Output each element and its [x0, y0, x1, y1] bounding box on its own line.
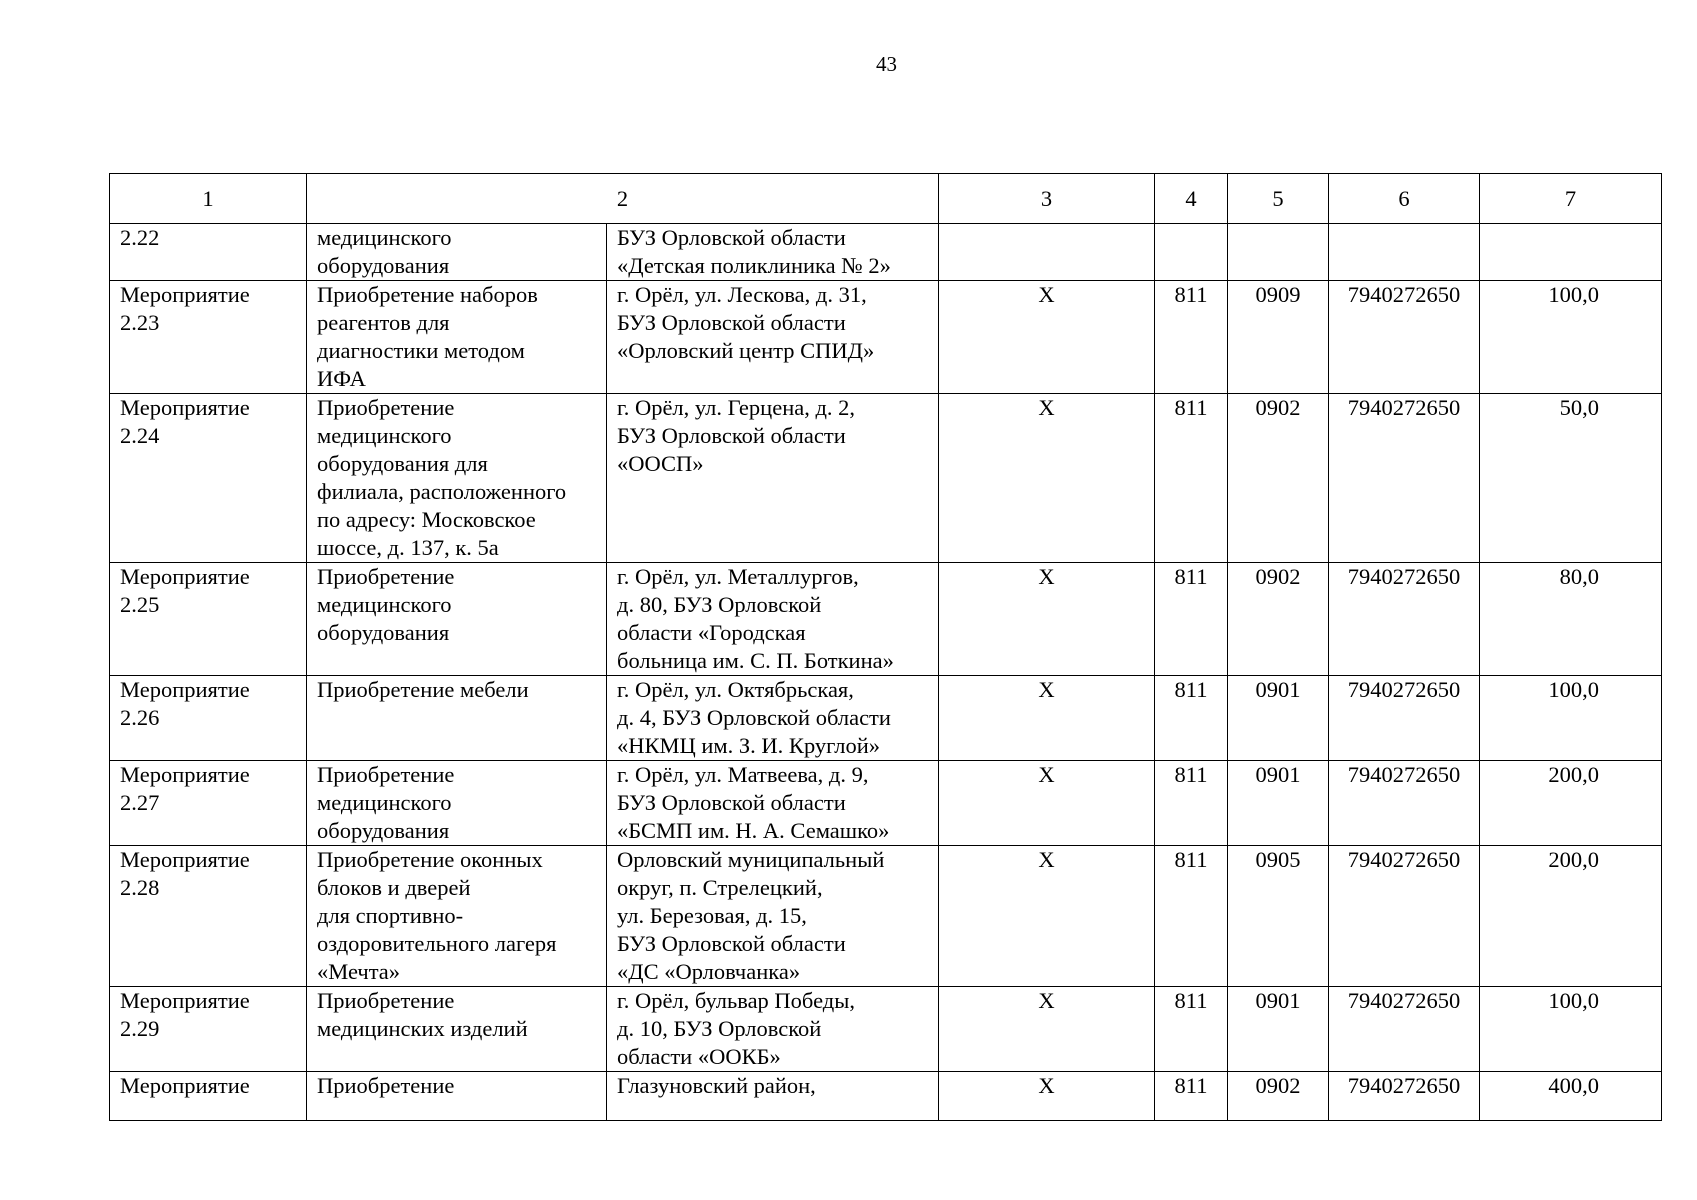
cell-col-4: 811 [1155, 761, 1228, 846]
cell-col-5: 0901 [1228, 761, 1329, 846]
activity-name: Приобретение оконных блоков и дверей для спортивно- оздоровительного лагеря «Мечта» [307, 846, 607, 987]
cell-col-5: 0909 [1228, 281, 1329, 394]
activity-location: г. Орёл, ул. Герцена, д. 2, БУЗ Орловской области «ООСП» [607, 394, 939, 563]
activity-location: г. Орёл, бульвар Победы, д. 10, БУЗ Орловской области «ООКБ» [607, 987, 939, 1072]
header-col-7: 7 [1480, 174, 1662, 224]
cell-col-4: 811 [1155, 676, 1228, 761]
cell-col-4 [1155, 224, 1228, 281]
activity-location: БУЗ Орловской области «Детская поликлиника № 2» [607, 224, 939, 281]
cell-col-6: 7940272650 [1329, 676, 1480, 761]
table-row [110, 394, 1662, 563]
cell-col-7: 100,0 [1480, 281, 1662, 394]
cell-col-5: 0901 [1228, 987, 1329, 1072]
activity-name: Приобретение медицинского оборудования [307, 563, 607, 676]
cell-col-4: 811 [1155, 846, 1228, 987]
cell-col-6: 7940272650 [1329, 987, 1480, 1072]
cell-col-7: 100,0 [1480, 676, 1662, 761]
activity-location: г. Орёл, ул. Металлургов, д. 80, БУЗ Орловской области «Городская больница им. С. П. Боткина» [607, 563, 939, 676]
activity-name: Приобретение наборов реагентов для диагностики методом ИФА [307, 281, 607, 394]
cell-col-4: 811 [1155, 1072, 1228, 1121]
cell-col-3 [939, 224, 1155, 281]
header-col-4: 4 [1155, 174, 1228, 224]
cell-col-7: 200,0 [1480, 846, 1662, 987]
activity-number: Мероприятие 2.26 [110, 676, 307, 761]
cell-col-4: 811 [1155, 394, 1228, 563]
activity-number: Мероприятие 2.27 [110, 761, 307, 846]
cell-col-3: X [939, 846, 1155, 987]
activity-number: Мероприятие 2.23 [110, 281, 307, 394]
activity-location: г. Орёл, ул. Матвеева, д. 9, БУЗ Орловской области «БСМП им. Н. А. Семашко» [607, 761, 939, 846]
activity-name: Приобретение [307, 1072, 607, 1121]
cell-col-6: 7940272650 [1329, 394, 1480, 563]
activity-location: г. Орёл, ул. Лескова, д. 31, БУЗ Орловской области «Орловский центр СПИД» [607, 281, 939, 394]
header-col-5: 5 [1228, 174, 1329, 224]
cell-col-6: 7940272650 [1329, 761, 1480, 846]
cell-col-3: X [939, 1072, 1155, 1121]
activity-name: Приобретение медицинского оборудования для филиала, расположенного по адресу: Московское шоссе, д. 137, к. 5а [307, 394, 607, 563]
cell-col-3: X [939, 676, 1155, 761]
activity-number: Мероприятие 2.28 [110, 846, 307, 987]
cell-col-3: X [939, 987, 1155, 1072]
header-col-2: 2 [307, 174, 939, 224]
activity-location: Орловский муниципальный округ, п. Стрелецкий, ул. Березовая, д. 15, БУЗ Орловской области «ДС «Орловчанка» [607, 846, 939, 987]
budget-table [109, 173, 1662, 1121]
activity-number: 2.22 [110, 224, 307, 281]
cell-col-6: 7940272650 [1329, 563, 1480, 676]
cell-col-3: X [939, 563, 1155, 676]
table-row [110, 761, 1662, 846]
activity-name: Приобретение медицинских изделий [307, 987, 607, 1072]
activity-name: медицинского оборудования [307, 224, 607, 281]
activity-number: Мероприятие 2.25 [110, 563, 307, 676]
table-row [110, 676, 1662, 761]
table-row [110, 987, 1662, 1072]
cell-col-7: 80,0 [1480, 563, 1662, 676]
cell-col-3: X [939, 394, 1155, 563]
cell-col-5: 0901 [1228, 676, 1329, 761]
page-number: 43 [876, 52, 897, 76]
cell-col-4: 811 [1155, 987, 1228, 1072]
cell-col-7: 50,0 [1480, 394, 1662, 563]
table-row [110, 563, 1662, 676]
cell-col-3: X [939, 281, 1155, 394]
cell-col-4: 811 [1155, 281, 1228, 394]
activity-number: Мероприятие [110, 1072, 307, 1121]
activity-name: Приобретение медицинского оборудования [307, 761, 607, 846]
cell-col-5: 0902 [1228, 563, 1329, 676]
cell-col-7: 100,0 [1480, 987, 1662, 1072]
cell-col-6: 7940272650 [1329, 846, 1480, 987]
table-row [110, 281, 1662, 394]
cell-col-7: 200,0 [1480, 761, 1662, 846]
cell-col-6: 7940272650 [1329, 281, 1480, 394]
cell-col-7: 400,0 [1480, 1072, 1662, 1121]
header-col-1: 1 [110, 174, 307, 224]
table-row [110, 846, 1662, 987]
activity-number: Мероприятие 2.29 [110, 987, 307, 1072]
activity-location: Глазуновский район, [607, 1072, 939, 1121]
activity-number: Мероприятие 2.24 [110, 394, 307, 563]
activity-location: г. Орёл, ул. Октябрьская, д. 4, БУЗ Орловской области «НКМЦ им. З. И. Круглой» [607, 676, 939, 761]
table-row [110, 1072, 1662, 1121]
header-col-6: 6 [1329, 174, 1480, 224]
cell-col-7 [1480, 224, 1662, 281]
cell-col-4: 811 [1155, 563, 1228, 676]
header-col-3: 3 [939, 174, 1155, 224]
cell-col-5: 0905 [1228, 846, 1329, 987]
table-row [110, 224, 1662, 281]
cell-col-5 [1228, 224, 1329, 281]
cell-col-3: X [939, 761, 1155, 846]
cell-col-5: 0902 [1228, 1072, 1329, 1121]
header-row [110, 174, 1662, 224]
cell-col-6 [1329, 224, 1480, 281]
activity-name: Приобретение мебели [307, 676, 607, 761]
cell-col-6: 7940272650 [1329, 1072, 1480, 1121]
cell-col-5: 0902 [1228, 394, 1329, 563]
